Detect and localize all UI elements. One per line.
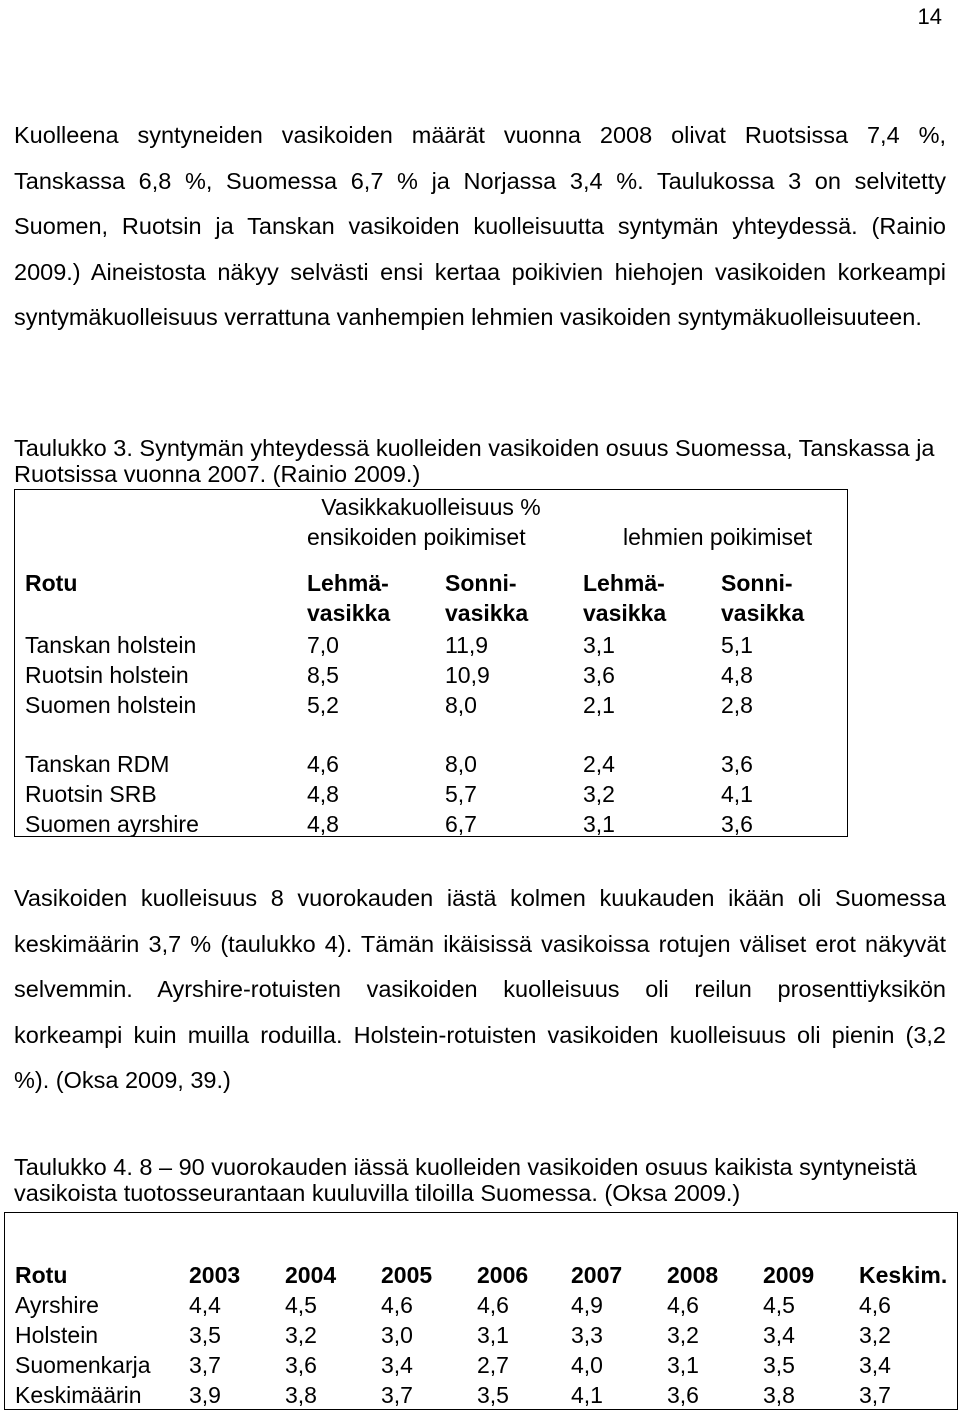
col-head-line1: Lehmä- bbox=[583, 570, 665, 596]
table-cell: Ayrshire bbox=[15, 1292, 99, 1318]
col-head-line2: vasikka bbox=[307, 600, 391, 626]
table-cell: 7,0 bbox=[307, 632, 339, 658]
table-cell: 4,8 bbox=[307, 811, 339, 837]
table-cell: 4,6 bbox=[381, 1292, 413, 1318]
table-row bbox=[15, 749, 847, 779]
table-row bbox=[5, 1350, 957, 1380]
table-header-cell: 2008 bbox=[667, 1262, 719, 1288]
table-row bbox=[15, 660, 847, 690]
col-head-line2: vasikka bbox=[583, 600, 667, 626]
col-head-line2: vasikka bbox=[721, 600, 805, 626]
table-cell: 3,2 bbox=[859, 1322, 891, 1348]
table3-caption: Taulukko 3. Syntymän yhteydessä kuolleiden vasikoiden osuus Suomessa, Tanskassa ja Ruotsissa vuonna 2007. (Rainio 2009.) bbox=[14, 435, 935, 487]
table-cell: 3,1 bbox=[583, 811, 615, 837]
table-cell: 4,6 bbox=[667, 1292, 699, 1318]
table-cell: 3,5 bbox=[189, 1322, 221, 1348]
table-header-cell: Keskim. bbox=[859, 1262, 948, 1288]
table-cell: 5,1 bbox=[721, 632, 753, 658]
table3-group-ensikoiden: ensikoiden poikimiset bbox=[307, 524, 526, 550]
table3-col-header bbox=[307, 568, 390, 628]
table3-col-rotu bbox=[25, 568, 77, 598]
table-cell: 3,8 bbox=[285, 1382, 317, 1408]
table-cell: 3,6 bbox=[667, 1382, 699, 1408]
table-cell: 3,8 bbox=[763, 1382, 795, 1408]
table-cell: 3,6 bbox=[721, 811, 753, 837]
table-cell: 2,4 bbox=[583, 751, 615, 777]
table-cell: 3,1 bbox=[583, 632, 615, 658]
table-cell: 3,2 bbox=[667, 1322, 699, 1348]
table-cell: 3,6 bbox=[285, 1352, 317, 1378]
table-header-row bbox=[5, 1260, 957, 1290]
table-cell: 3,4 bbox=[859, 1352, 891, 1378]
table3-col-rotu-label: Rotu bbox=[25, 570, 78, 596]
table-row bbox=[15, 630, 847, 660]
table-row bbox=[5, 1320, 957, 1350]
table3-header-title: Vasikkakuolleisuus % bbox=[321, 494, 541, 520]
table-row bbox=[5, 1380, 957, 1410]
table-cell: 3,7 bbox=[381, 1382, 413, 1408]
table-cell: 3,2 bbox=[285, 1322, 317, 1348]
table-cell: 3,4 bbox=[381, 1352, 413, 1378]
table-cell: 10,9 bbox=[445, 662, 490, 688]
table-cell: 3,7 bbox=[859, 1382, 891, 1408]
table-cell: 3,7 bbox=[189, 1352, 221, 1378]
table-cell: 3,0 bbox=[381, 1322, 413, 1348]
table-cell: 8,0 bbox=[445, 692, 477, 718]
col-head-line1: Lehmä- bbox=[307, 570, 389, 596]
table-cell: Ruotsin holstein bbox=[25, 662, 189, 688]
table4-caption: Taulukko 4. 8 – 90 vuorokauden iässä kuolleiden vasikoiden osuus kaikista syntyneistä vasikoista tuotosseurantaan kuuluvilla tiloilla Suomessa. (Oksa 2009.) bbox=[14, 1154, 917, 1206]
table-row bbox=[5, 1290, 957, 1320]
table-cell: 3,6 bbox=[583, 662, 615, 688]
table-cell: 4,6 bbox=[859, 1292, 891, 1318]
table-cell: Ruotsin SRB bbox=[25, 781, 157, 807]
table-header-cell: 2004 bbox=[285, 1262, 337, 1288]
table-row bbox=[15, 809, 847, 839]
table-cell: Keskimäärin bbox=[15, 1382, 142, 1408]
table3 bbox=[14, 489, 848, 837]
table-cell: 3,4 bbox=[763, 1322, 795, 1348]
table-header-cell: 2005 bbox=[381, 1262, 433, 1288]
body-paragraph-2: Vasikoiden kuolleisuus 8 vuorokauden iästä kolmen kuukauden ikään oli Suomessa keskimäärin 3,7 % (taulukko 4). Tämän ikäisissä vasikoissa rotujen väliset erot näkyvät selvemmin. Ayrshire-rotuisten vasikoiden kuolleisuus oli reilun prosenttiyksikön korkeampi kuin muilla roduilla. Holstein-rotuisten vasikoiden kuolleisuus oli pienin (3,2 %). (Oksa 2009, 39.) bbox=[14, 885, 946, 1093]
table4 bbox=[4, 1212, 958, 1410]
col-head-line2: vasikka bbox=[445, 600, 529, 626]
table-cell: 2,7 bbox=[477, 1352, 509, 1378]
table-cell: 4,4 bbox=[189, 1292, 221, 1318]
table-cell: 11,9 bbox=[445, 632, 489, 658]
table-cell: 4,5 bbox=[285, 1292, 317, 1318]
table-cell: 3,5 bbox=[477, 1382, 509, 1408]
table-cell: 3,3 bbox=[571, 1322, 603, 1348]
table-row bbox=[15, 779, 847, 809]
table-cell: 4,8 bbox=[721, 662, 753, 688]
table3-col-header bbox=[583, 568, 666, 628]
table-cell: 3,6 bbox=[721, 751, 753, 777]
col-head-line1: Sonni- bbox=[445, 570, 517, 596]
table-cell: Holstein bbox=[15, 1322, 99, 1348]
page-number: 14 bbox=[917, 4, 942, 29]
table-cell: 4,1 bbox=[721, 781, 753, 807]
table-cell: Suomen holstein bbox=[25, 692, 197, 718]
table3-group-lehmien: lehmien poikimiset bbox=[623, 524, 813, 550]
table-cell: 4,9 bbox=[571, 1292, 603, 1318]
table-cell: 3,1 bbox=[667, 1352, 699, 1378]
table-cell: 6,7 bbox=[445, 811, 477, 837]
table-cell: 5,2 bbox=[307, 692, 339, 718]
table-cell: 8,0 bbox=[445, 751, 477, 777]
table-cell: 3,2 bbox=[583, 781, 615, 807]
table-cell: Suomen ayrshire bbox=[25, 811, 199, 837]
table-row bbox=[15, 690, 847, 720]
table-cell: 2,8 bbox=[721, 692, 753, 718]
table-cell: 3,5 bbox=[763, 1352, 795, 1378]
table-cell: 4,6 bbox=[307, 751, 339, 777]
table3-col-header bbox=[445, 568, 528, 628]
table-header-cell: 2003 bbox=[189, 1262, 241, 1288]
table-cell: Tanskan holstein bbox=[25, 632, 197, 658]
table-cell: 4,0 bbox=[571, 1352, 603, 1378]
table-cell: 2,1 bbox=[583, 692, 615, 718]
table-cell: Suomenkarja bbox=[15, 1352, 151, 1378]
table-cell: 4,8 bbox=[307, 781, 339, 807]
table-header-cell: 2009 bbox=[763, 1262, 815, 1288]
table-cell: 5,7 bbox=[445, 781, 477, 807]
table-cell: 4,5 bbox=[763, 1292, 795, 1318]
body-paragraph-1: Kuolleena syntyneiden vasikoiden määrät vuonna 2008 olivat Ruotsissa 7,4 %, Tanskassa 6,8 %, Suomessa 6,7 % ja Norjassa 3,4 %. Taulukossa 3 on selvitetty Suomen, Ruotsin ja Tanskan vasikoiden kuolleisuutta syntymän yhteydessä. (Rainio 2009.) Aineistosta näkyy selvästi ensi kertaa poikivien hiehojen vasikoiden korkeampi syntymäkuolleisuus verrattuna vanhempien lehmien vasikoiden syntymäkuolleisuuteen. bbox=[14, 122, 946, 330]
table-cell: 4,1 bbox=[571, 1382, 603, 1408]
table-header-cell: 2006 bbox=[477, 1262, 529, 1288]
table-cell: 4,6 bbox=[477, 1292, 509, 1318]
col-head-line1: Sonni- bbox=[721, 570, 793, 596]
table-cell: 3,9 bbox=[189, 1382, 221, 1408]
table3-col-header bbox=[721, 568, 804, 628]
table-cell: Tanskan RDM bbox=[25, 751, 170, 777]
table-cell: 8,5 bbox=[307, 662, 339, 688]
table-header-cell: Rotu bbox=[15, 1262, 68, 1288]
table-cell: 3,1 bbox=[477, 1322, 509, 1348]
table-header-cell: 2007 bbox=[571, 1262, 623, 1288]
